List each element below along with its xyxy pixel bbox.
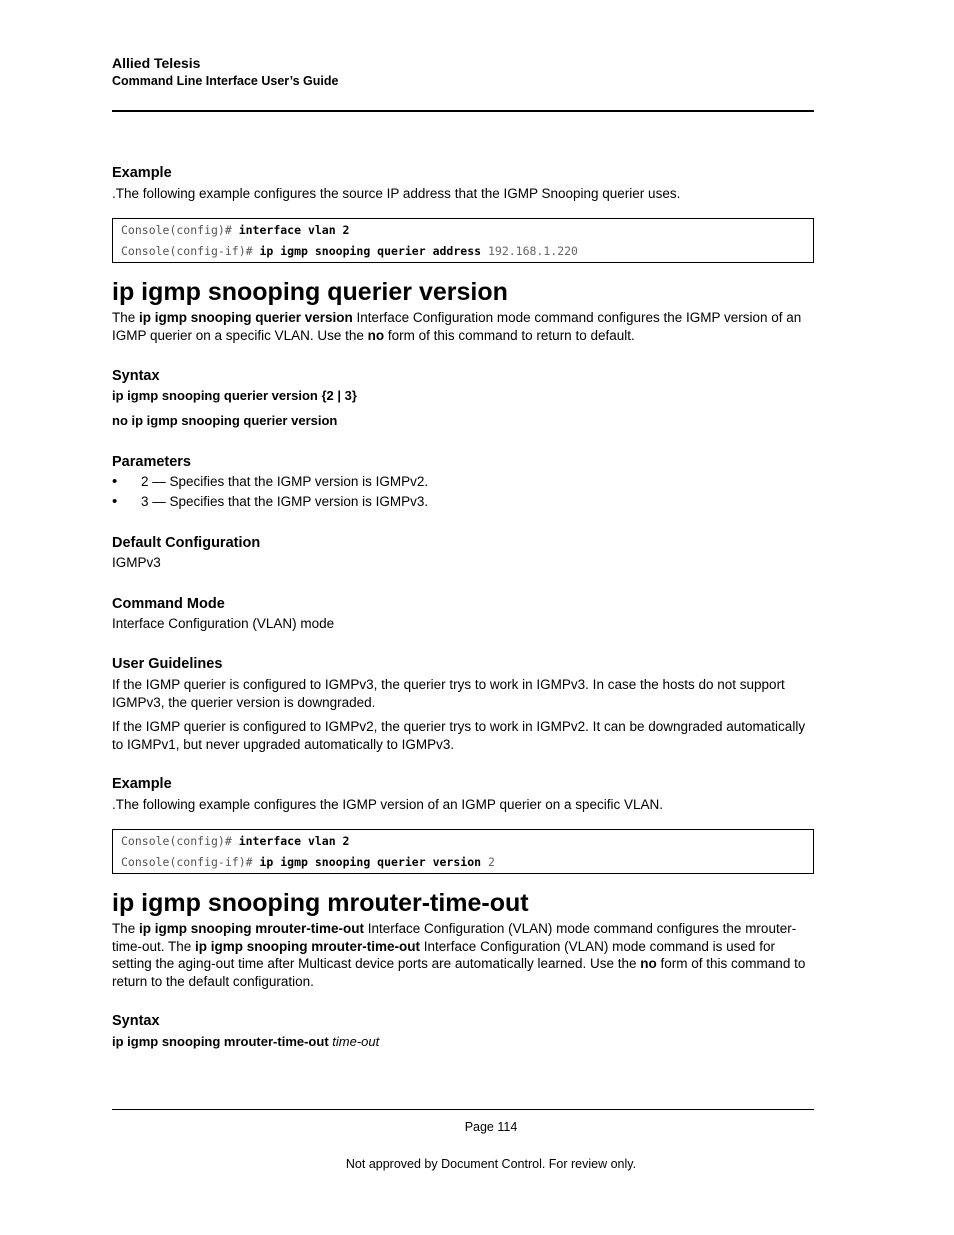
example-description: .The following example configures the source IP address that the IGMP Snooping querier uses. <box>112 186 681 201</box>
example-heading: Example <box>112 165 172 181</box>
section-title: ip igmp snooping querier version <box>112 278 508 306</box>
bullet-icon: • <box>112 473 118 490</box>
syntax-argument: time-out <box>328 1034 380 1049</box>
syntax-heading: Syntax <box>112 368 160 384</box>
intro-keyword: no <box>367 327 385 343</box>
syntax-line <box>112 1033 814 1051</box>
guideline-paragraph: If the IGMP querier is configured to IGMPv3, the querier trys to work in IGMPv3. In case the hosts do not support IGMPv3, the querier version is downgraded. <box>112 677 785 710</box>
example-heading: Example <box>112 776 172 792</box>
code-argument: 2 <box>481 855 495 869</box>
code-block <box>112 218 814 263</box>
code-line <box>121 834 349 848</box>
page-number: Page 114 <box>464 1120 518 1134</box>
intro-text: The <box>112 921 140 936</box>
guideline-paragraph: If the IGMP querier is configured to IGMPv2, the querier trys to work in IGMPv2. It can be downgraded automatically to IGMPv1, but never upgraded automatically to IGMPv3. <box>112 719 806 752</box>
footer-divider <box>112 1109 814 1110</box>
code-prompt: Console(config-if)# <box>121 244 260 258</box>
intro-keyword: no <box>640 956 657 971</box>
section-intro <box>112 309 814 344</box>
code-block <box>112 829 814 874</box>
intro-text: Interface Configuration mode command configures the IGMP version of an IGMP querier on a specific VLAN. Use the <box>112 310 802 343</box>
mode-value: Interface Configuration (VLAN) mode <box>112 616 335 631</box>
code-prompt: Console(config-if)# <box>121 855 260 869</box>
syntax-line: ip igmp snooping querier version {2 | 3} <box>112 388 357 403</box>
mode-heading: Command Mode <box>112 596 225 612</box>
parameters-heading: Parameters <box>112 454 191 470</box>
bullet-icon: • <box>112 493 118 510</box>
code-line <box>121 244 578 258</box>
review-note: Not approved by Document Control. For review only. <box>345 1157 637 1171</box>
intro-text: form of this command to return to the default configuration. <box>112 956 806 989</box>
code-prompt: Console(config)# <box>121 834 239 848</box>
section-intro <box>112 920 814 990</box>
intro-command: ip igmp snooping mrouter-time-out <box>195 938 421 954</box>
code-line <box>121 855 495 869</box>
parameter-text: 2 — Specifies that the IGMP version is IGMPv2. <box>141 474 429 489</box>
document-page <box>112 0 814 1235</box>
example-description: .The following example configures the IGMP version of an IGMP querier on a specific VLAN. <box>112 797 664 812</box>
intro-command: ip igmp snooping querier version <box>139 310 353 325</box>
intro-text: The <box>112 310 140 325</box>
code-prompt: Console(config)# <box>121 223 239 237</box>
code-command: ip igmp snooping querier address <box>259 244 482 258</box>
code-command: interface vlan 2 <box>238 223 350 237</box>
code-command: interface vlan 2 <box>238 834 350 848</box>
intro-text: form of this command to return to default. <box>384 327 635 343</box>
intro-text: Interface Configuration (VLAN) mode command configures the mrouter-time-out. The <box>112 921 797 954</box>
code-line <box>121 223 349 237</box>
syntax-command: ip igmp snooping mrouter-time-out <box>112 1034 329 1049</box>
parameter-text: 3 — Specifies that the IGMP version is IGMPv3. <box>141 494 429 509</box>
syntax-no-line: no ip igmp snooping querier version <box>112 413 338 428</box>
default-heading: Default Configuration <box>112 535 261 551</box>
section-title: ip igmp snooping mrouter-time-out <box>112 889 529 917</box>
code-argument: 192.168.1.220 <box>481 244 578 258</box>
guide-title: Command Line Interface User’s Guide <box>112 74 339 88</box>
company-name: Allied Telesis <box>112 55 201 71</box>
guidelines-heading: User Guidelines <box>112 656 223 672</box>
intro-command: ip igmp snooping mrouter-time-out <box>139 921 364 936</box>
header-divider <box>112 110 814 112</box>
syntax-heading: Syntax <box>112 1013 160 1029</box>
default-value: IGMPv3 <box>112 555 161 570</box>
intro-text: Interface Configuration (VLAN) mode command is used for setting the aging-out time after Multicast device ports are automatically learned. Use the <box>112 938 775 971</box>
code-command: ip igmp snooping querier version <box>259 855 482 869</box>
